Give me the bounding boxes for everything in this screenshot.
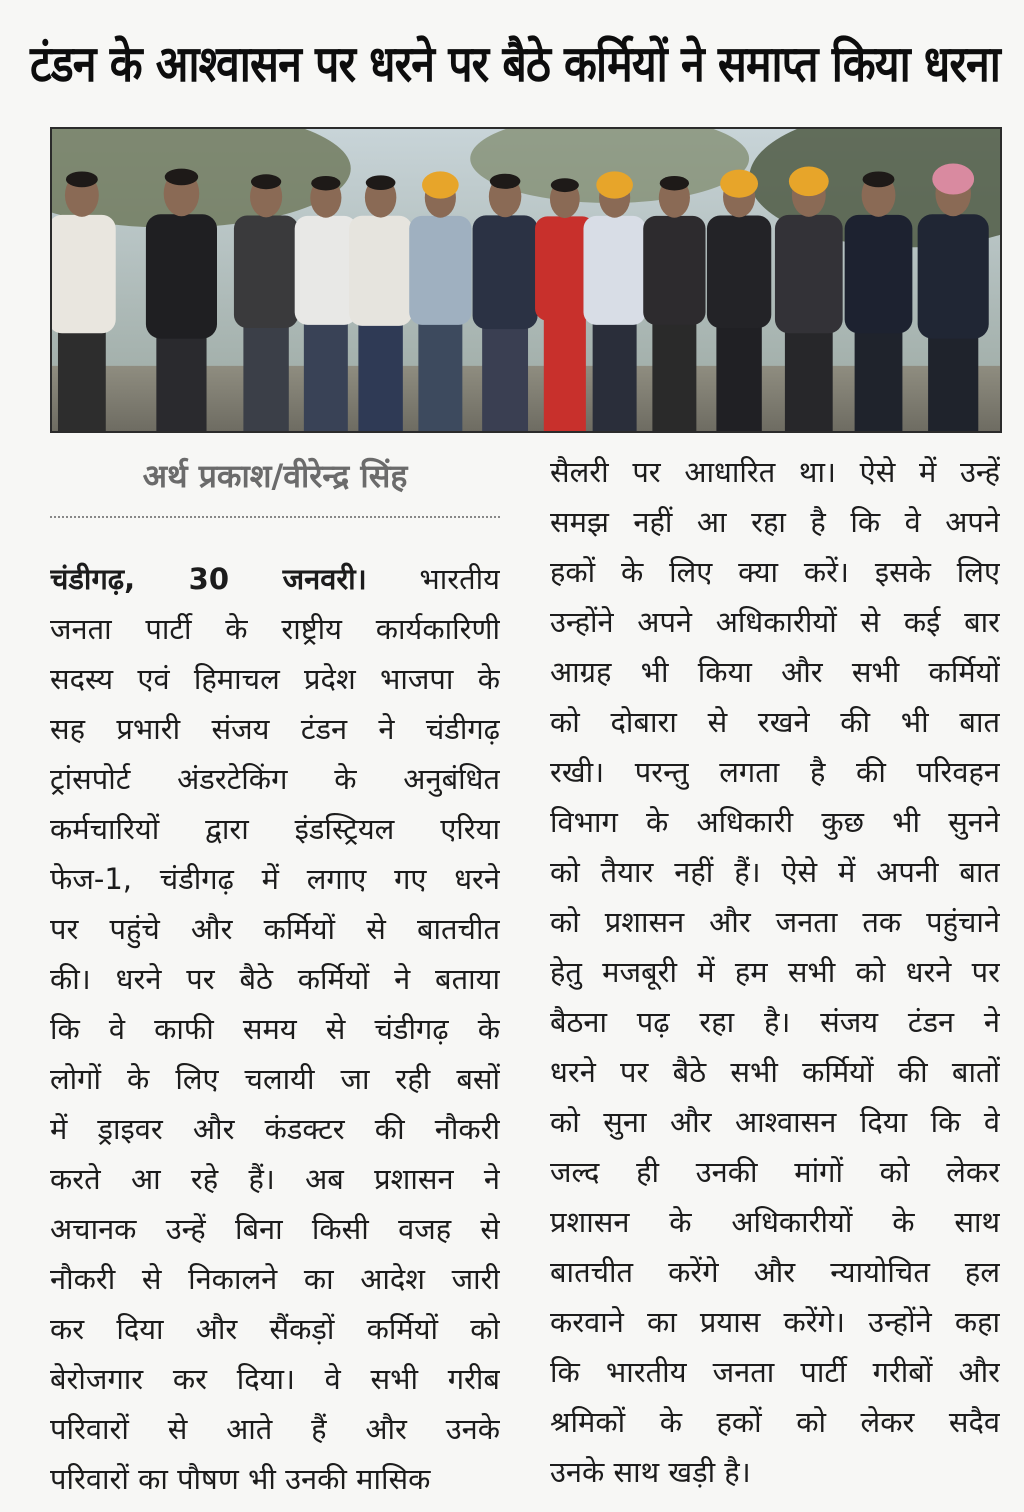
article-column-left <box>50 554 500 1504</box>
article-line: सैलरी पर आधारित था। ऐसे में उन्हें <box>550 455 1000 489</box>
article-line: हेतु मजबूरी में हम सभी को धरने पर <box>550 955 1000 989</box>
article-line: उनके साथ खड़ी है। <box>550 1455 751 1489</box>
article-line: कि वे काफी समय से चंडीगढ़ के <box>50 1012 500 1046</box>
article-line: समझ नहीं आ रहा है कि वे अपने <box>550 505 1000 539</box>
article-line: जनता पार्टी के राष्ट्रीय कार्यकारिणी <box>50 612 500 646</box>
article-line: उन्होंने अपने अधिकारीयों से कई बार <box>550 605 1000 639</box>
article-line: करवाने का प्रयास करेंगे। उन्होंने कहा <box>550 1305 1000 1339</box>
article-line: ट्रांसपोर्ट अंडरटेकिंग के अनुबंधित <box>50 762 500 796</box>
article-line: फेज-1, चंडीगढ़ में लगाए गए धरने <box>50 862 500 896</box>
article-line: विभाग के अधिकारी कुछ भी सुनने <box>550 805 1000 839</box>
article-line: जल्द ही उनकी मांगों को लेकर <box>550 1155 1000 1189</box>
article-line: कि भारतीय जनता पार्टी गरीबों और <box>550 1355 1000 1389</box>
article-line: बैठना पढ़ रहा है। संजय टंडन ने <box>550 1005 1000 1039</box>
article-line: नौकरी से निकालने का आदेश जारी <box>50 1262 500 1296</box>
news-photo <box>50 127 1002 433</box>
article-line: कर दिया और सैंकड़ों कर्मियों को <box>50 1312 500 1346</box>
article-line: बेरोजगार कर दिया। वे सभी गरीब <box>50 1362 500 1396</box>
article-line: परिवारों का पौषण भी उनकी मासिक <box>50 1462 431 1496</box>
article-line: सह प्रभारी संजय टंडन ने चंडीगढ़ <box>50 712 500 746</box>
article-line: को तैयार नहीं हैं। ऐसे में अपनी बात <box>550 855 1000 889</box>
article-line: सदस्य एवं हिमाचल प्रदेश भाजपा के <box>50 662 500 696</box>
article-line: पर पहुंचे और कर्मियों से बातचीत <box>50 912 500 946</box>
article-line: की। धरने पर बैठे कर्मियों ने बताया <box>50 962 500 996</box>
headline: टंडन के आश्वासन पर धरने पर बैठे कर्मियों ने समाप्त किया धरना <box>30 35 1000 93</box>
article-line: रखी। परन्तु लगता है की परिवहन <box>550 755 1000 789</box>
article-line: धरने पर बैठे सभी कर्मियों की बातों <box>550 1055 1000 1089</box>
article-line: में ड्राइवर और कंडक्टर की नौकरी <box>50 1112 500 1146</box>
article-line: हकों के लिए क्या करें। इसके लिए <box>550 555 1000 589</box>
article-line: अचानक उन्हें बिना किसी वजह से <box>50 1212 500 1246</box>
article-line: को प्रशासन और जनता तक पहुंचाने <box>550 905 1000 939</box>
article-line: लोगों के लिए चलायी जा रही बसों <box>50 1062 500 1096</box>
article-line: को सुना और आश्वासन दिया कि वे <box>550 1105 1000 1139</box>
article-line: करते आ रहे हैं। अब प्रशासन ने <box>50 1162 500 1196</box>
article-line <box>50 554 500 604</box>
article-line: बातचीत करेंगे और न्यायोचित हल <box>550 1255 1000 1289</box>
article-line-text: भारतीय <box>366 562 500 596</box>
article-line: परिवारों से आते हैं और उनके <box>50 1412 500 1446</box>
article-line: प्रशासन के अधिकारीयों के साथ <box>550 1205 1000 1239</box>
group-photo-icon <box>52 129 1000 431</box>
article-line: श्रमिकों के हकों को लेकर सदैव <box>550 1405 1000 1439</box>
byline: अर्थ प्रकाश/वीरेन्द्र सिंह <box>142 457 408 495</box>
article-column-right <box>550 447 1000 1497</box>
byline-divider <box>50 516 500 518</box>
dateline: चंडीगढ़, 30 जनवरी। <box>50 562 367 596</box>
article-line: कर्मचारियों द्वारा इंडस्ट्रियल एरिया <box>50 812 500 846</box>
article-line: को दोबारा से रखने की भी बात <box>550 705 1000 739</box>
article-line: आग्रह भी किया और सभी कर्मियों <box>550 655 1000 689</box>
